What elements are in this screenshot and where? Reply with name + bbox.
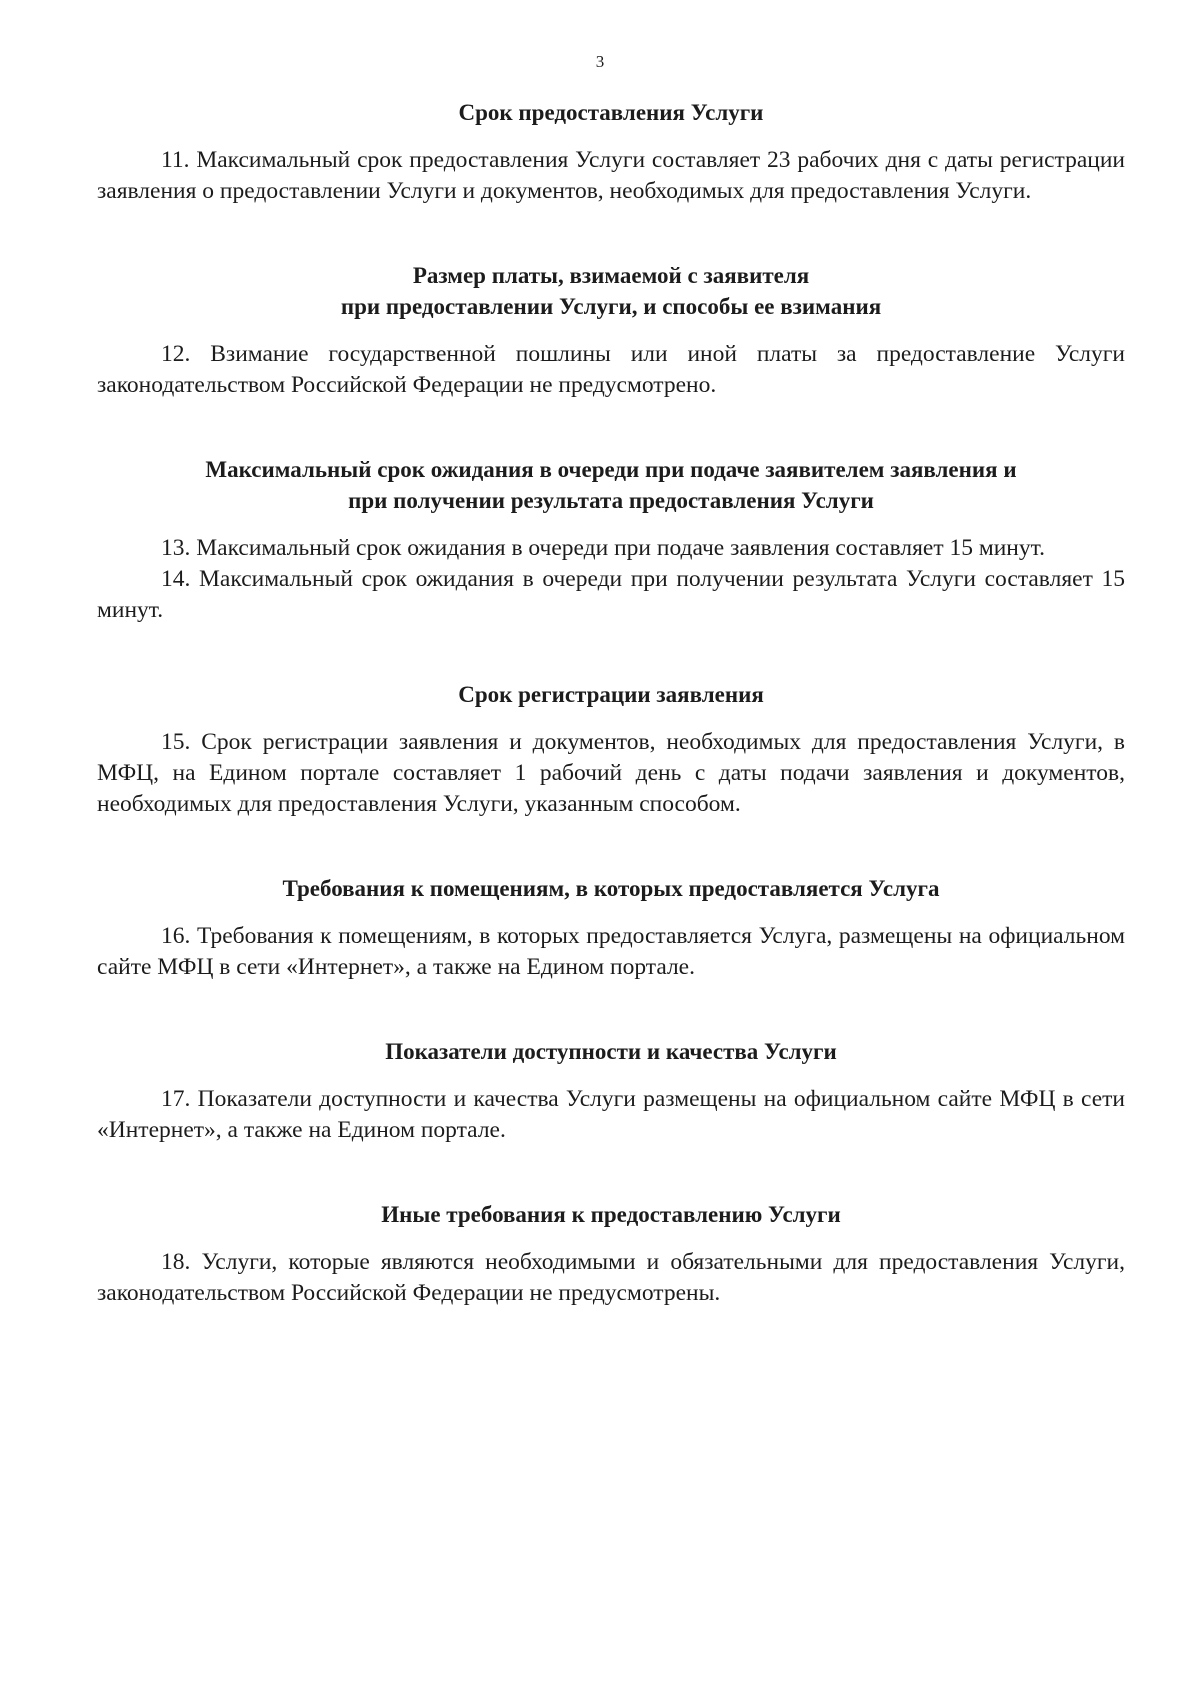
paragraph-11: 11. Максимальный срок предоставления Услуги составляет 23 рабочих дня с даты регистрации заявления о предоставлении Услуги и документов, необходимых для предоставления Услуги.	[97, 147, 1125, 204]
section-heading	[97, 97, 1125, 128]
paragraph-17: 17. Показатели доступности и качества Услуги размещены на официальном сайте МФЦ в сети «Интернет», а также на Едином портале.	[97, 1086, 1125, 1143]
document-body	[97, 97, 1125, 1309]
section-heading	[97, 1036, 1125, 1067]
paragraph-16: 16. Требования к помещениям, в которых предоставляется Услуга, размещены на официальном сайте МФЦ в сети «Интернет», а также на Едином портале.	[97, 923, 1125, 980]
section-registration-term	[97, 679, 1125, 820]
section-fee	[97, 260, 1125, 401]
heading-line: Показатели доступности и качества Услуги	[385, 1039, 837, 1064]
heading-line: Размер платы, взимаемой с заявителя	[412, 263, 810, 288]
section-other-requirements	[97, 1199, 1125, 1309]
paragraph-18: 18. Услуги, которые являются необходимыми и обязательными для предоставления Услуги, законодательством Российской Федерации не предусмотрены.	[97, 1249, 1125, 1306]
paragraph-15: 15. Срок регистрации заявления и документов, необходимых для предоставления Услуги, в МФЦ, на Едином портале составляет 1 рабочий день с даты подачи заявления и документов, необходимых для предоставления Услуги, указанным способом.	[97, 729, 1125, 817]
section-heading	[97, 873, 1125, 904]
heading-line: при предоставлении Услуги, и способы ее взимания	[340, 294, 882, 319]
paragraph-14: 14. Максимальный срок ожидания в очереди при получении результата Услуги составляет 15 минут.	[97, 566, 1125, 623]
section-queue-time	[97, 454, 1125, 626]
section-quality-indicators	[97, 1036, 1125, 1146]
heading-line: при получении результата предоставления Услуги	[348, 488, 874, 513]
heading-line: Срок регистрации заявления	[458, 682, 764, 707]
section-service-term	[97, 97, 1125, 207]
heading-line: Требования к помещениям, в которых предоставляется Услуга	[282, 876, 940, 901]
heading-line: Иные требования к предоставлению Услуги	[381, 1202, 841, 1227]
section-heading	[97, 1199, 1125, 1230]
heading-line: Максимальный срок ожидания в очереди при подаче заявителем заявления и	[205, 457, 1017, 482]
section-premises-requirements	[97, 873, 1125, 983]
section-heading	[97, 454, 1125, 516]
section-heading	[97, 260, 1125, 322]
page-number: 3	[595, 52, 605, 71]
heading-line: Срок предоставления Услуги	[458, 100, 764, 125]
paragraph-12: 12. Взимание государственной пошлины или иной платы за предоставление Услуги законодательством Российской Федерации не предусмотрено.	[97, 341, 1125, 398]
section-heading	[97, 679, 1125, 710]
paragraph-13: 13. Максимальный срок ожидания в очереди при подаче заявления составляет 15 минут.	[161, 535, 1045, 561]
